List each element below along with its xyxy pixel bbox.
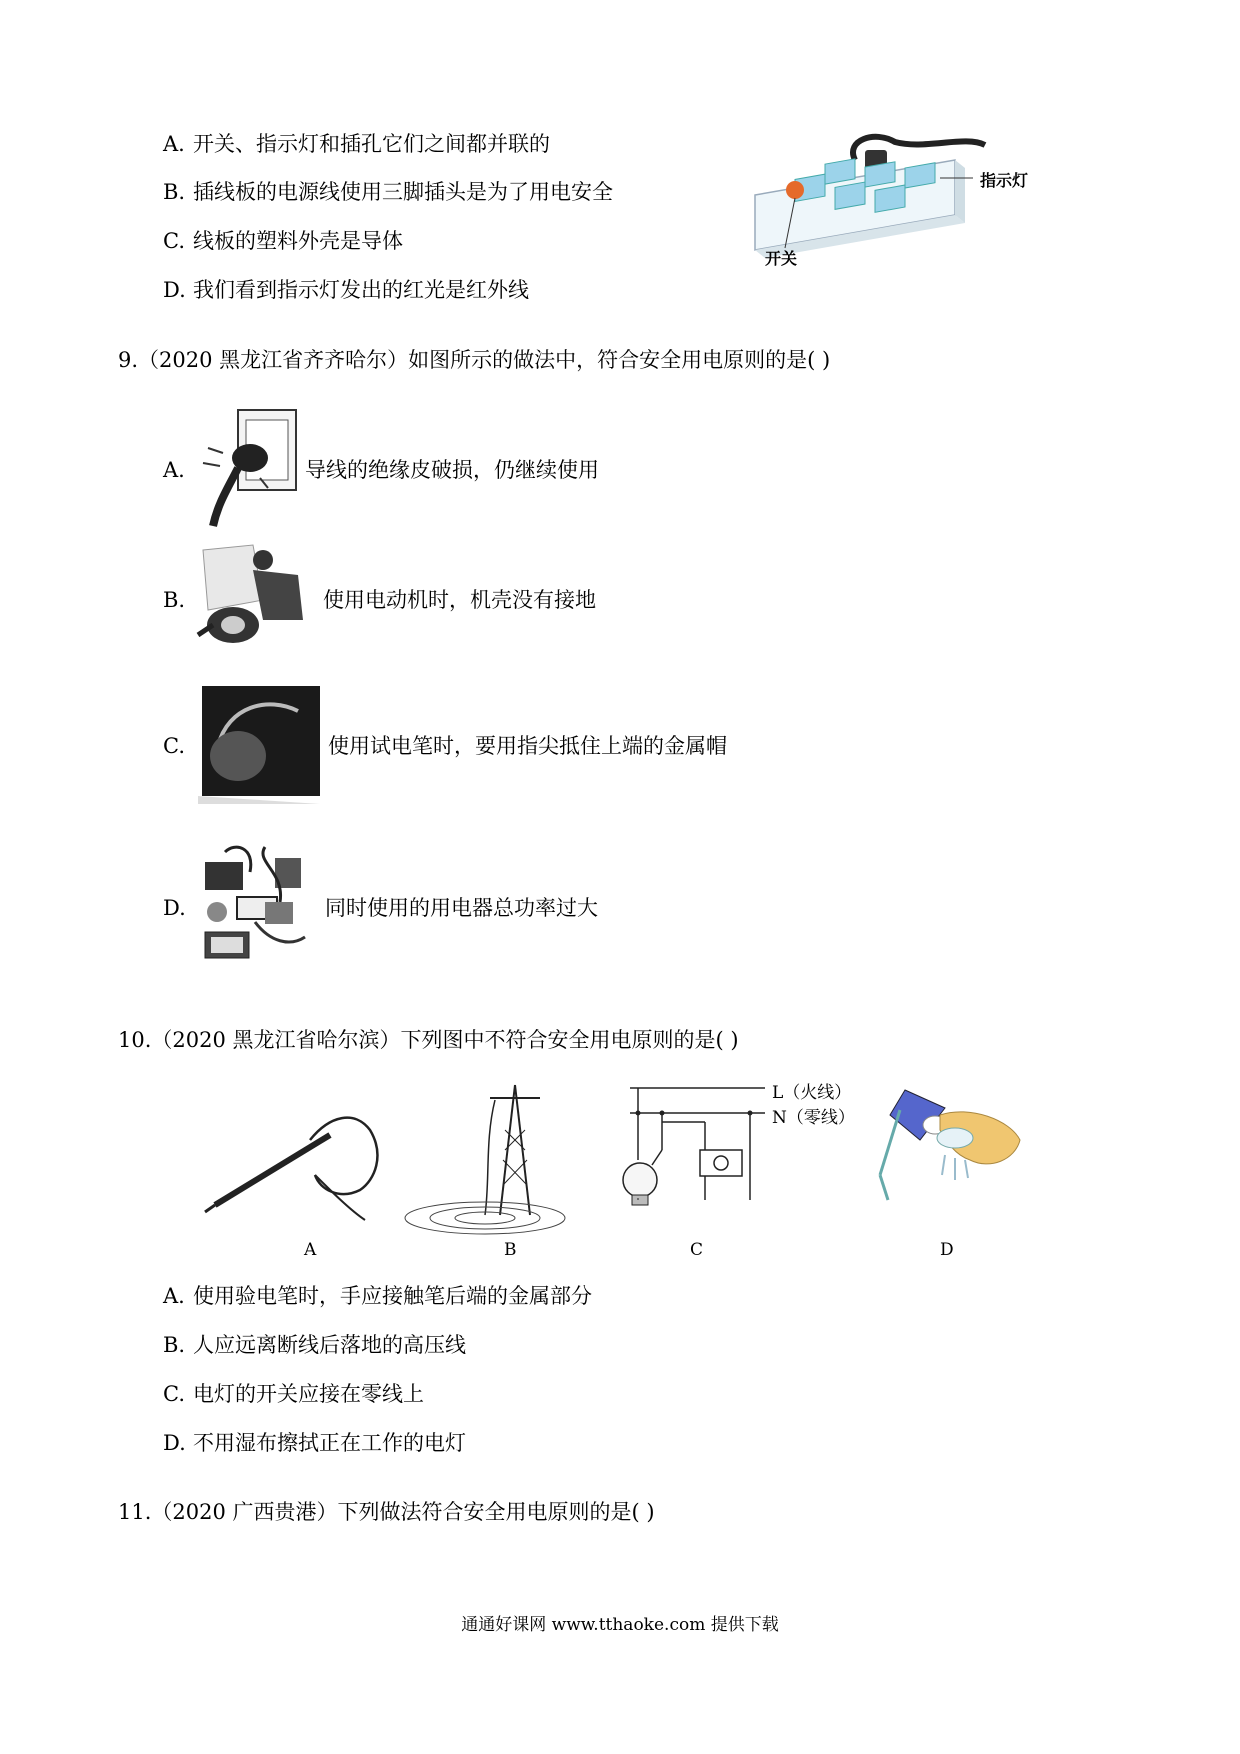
q10-figure-drawings (200, 1080, 1040, 1240)
power-strip-figure (735, 120, 1065, 280)
q9-stem: 9.（2020 黑龙江省齐齐哈尔）如图所示的做法中，符合安全用电原则的是( ) (118, 348, 831, 372)
indicator-label: 指示灯 (980, 171, 1029, 190)
q10-option-a: A. 使用验电笔时，手应接触笔后端的金属部分 (163, 1284, 592, 1308)
panel-label-c: C (690, 1240, 704, 1260)
circuit-icon (623, 1088, 765, 1205)
page-footer: 通通好课网 www.tthaoke.com 提供下载 (461, 1615, 779, 1635)
q10-option-d: D. 不用湿布擦拭正在工作的电灯 (163, 1431, 466, 1455)
q8-option-c: C. 线板的塑料外壳是导体 (163, 229, 403, 253)
q9-option-b: B. 使用电动机时，机壳没有接地 (163, 588, 596, 612)
q10-option-b: B. 人应远离断线后落地的高压线 (163, 1333, 466, 1357)
panel-label-b: B (504, 1240, 517, 1260)
switch-label: 开关 (765, 249, 798, 268)
tower-icon (405, 1085, 565, 1234)
q9-option-a: A. 导线的绝缘皮破损，仍继续使用 (163, 458, 599, 482)
q8-option-a: A. 开关、指示灯和插孔它们之间都并联的 (163, 132, 550, 156)
q8-option-b: B. 插线板的电源线使用三脚插头是为了用电安全 (163, 180, 613, 204)
lamp-wet-cloth-icon (880, 1090, 1020, 1200)
live-wire-label: L（火线） (772, 1083, 852, 1103)
q10-figure (200, 1080, 1040, 1270)
test-pen-hand-icon (205, 1118, 377, 1220)
q8-option-d: D. 我们看到指示灯发出的红光是红外线 (163, 278, 529, 302)
panel-label-d: D (940, 1240, 954, 1260)
q9-option-c: C. 使用试电笔时，要用指尖抵住上端的金属帽 (163, 734, 727, 758)
q11-stem: 11.（2020 广西贵港）下列做法符合安全用电原则的是( ) (118, 1500, 655, 1524)
q10-stem: 10.（2020 黑龙江省哈尔滨）下列图中不符合安全用电原则的是( ) (118, 1028, 739, 1052)
neutral-wire-label: N（零线） (772, 1108, 855, 1128)
q10-option-c: C. 电灯的开关应接在零线上 (163, 1382, 424, 1406)
q9-option-d: D. 同时使用的用电器总功率过大 (163, 896, 598, 920)
panel-label-a: A (304, 1240, 317, 1260)
